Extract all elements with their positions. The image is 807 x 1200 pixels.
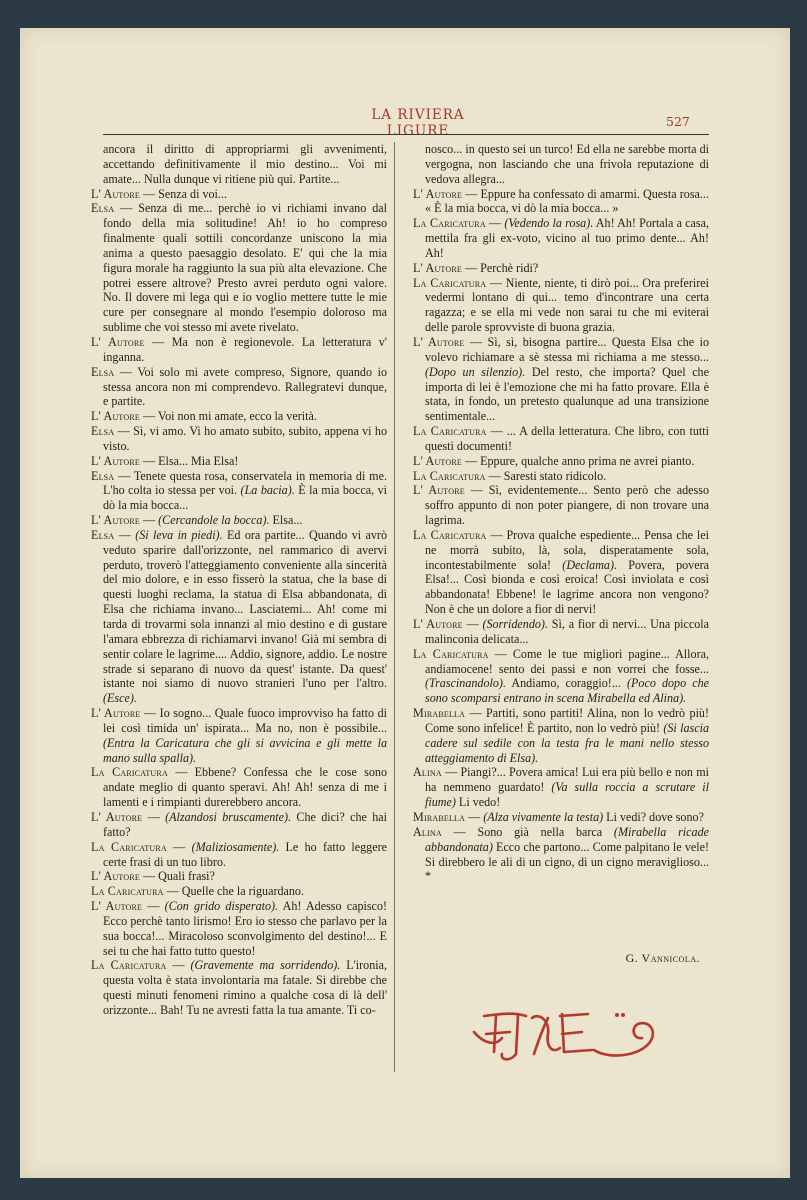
speaker-name: Alina (413, 824, 442, 839)
dialogue-paragraph (413, 469, 709, 484)
dialogue-paragraph (91, 409, 387, 424)
stage-direction: (Maliziosamente). (191, 839, 280, 854)
speaker-name: La Caricatura (413, 527, 487, 542)
speaker-name: La Caricatura (413, 468, 486, 483)
dialogue-text: Sì, a fior di nervi... Una piccola malinconia delicata... (425, 617, 709, 646)
speaker-name: La Caricatura (413, 424, 487, 439)
dialogue-text: Elsa... (269, 513, 303, 528)
dialogue-text: Ah! Ah! Portala a casa, mettila fra gli ex-voto, vicino al tuo primo dente... Ah! Ah! (425, 216, 709, 260)
dialogue-text: Ecco che partono... Come palpitano le vele! Si direbbero le ali di un cigno, di un cigno meraviglioso... * (425, 839, 709, 884)
speaker-name: L' Autore (91, 186, 140, 201)
speaker-name: La Caricatura (91, 765, 168, 780)
speaker-name: La Caricatura (413, 275, 487, 290)
dialogue-paragraph (413, 276, 709, 335)
dialogue-text: — Quali frasi? (139, 869, 215, 884)
text-column-right (413, 142, 709, 982)
dialogue-paragraph (413, 825, 709, 884)
dialogue-paragraph (91, 765, 387, 810)
fine-ornament-logo (470, 1002, 690, 1072)
dialogue-paragraph (91, 884, 387, 899)
speaker-name: L' Autore (413, 186, 463, 201)
speaker-name: L' Autore (413, 617, 463, 631)
dialogue-paragraph (413, 454, 709, 469)
speaker-name: La Caricatura (91, 958, 167, 973)
speaker-name: L' Autore (413, 453, 462, 468)
author-signature: G. Vannicola. (625, 951, 700, 965)
stage-direction: (Poco dopo che sono scomparsi entrano in scena Mirabella ed Alina). (425, 676, 709, 706)
dialogue-text: — (485, 216, 505, 231)
dialogue-text: — ... A della letteratura. Che libro, con tutti questi documenti! (425, 424, 709, 453)
speaker-name: Mirabella (413, 706, 466, 721)
dialogue-paragraph (413, 483, 709, 528)
speaker-name: Elsa (91, 527, 115, 542)
speaker-name: La Caricatura (91, 884, 164, 899)
dialogue-paragraph (413, 617, 709, 647)
dialogue-paragraph (91, 142, 387, 187)
stage-direction: (La bacia). (240, 483, 295, 498)
dialogue-text: Che dici? che hai fatto? (103, 809, 387, 839)
dialogue-paragraph (91, 706, 387, 765)
running-header-title: LA RIVIERA LIGURE (371, 107, 465, 139)
dialogue-text: — Senza di me... perchè io vi richiami invano dal fondo della mia solitudine! Ah! io ho compreso finalmente quali sottili concordanze uniscono la mia anima a questo paesaggio desolato. E' qui che la mia figura morale ha raggiunto la sua più alta elevazione. Che potrei essere altrove? Presto avrei perduto ogni valore. No. Il dovere mi lega qui e io voglio mettere tutte le mie cure per consegnare al mondo l'esempio doloroso ma sublime che voi stesso mi avete rivelato. (103, 201, 387, 335)
dialogue-paragraph (413, 216, 709, 261)
dialogue-paragraph (413, 810, 709, 825)
stage-direction: (Dopo un silenzio). (425, 364, 526, 379)
dialogue-text: Ed ora partite... Quando vi avrò veduto sparire dall'orizzonte, nel rammarico di avervi perduto, troverò l'atteggiamento conveniente alla sincerità del mio dolore, e in esso fisserò la statua, che la base di questi luoghi reclama, la statua di Elsa abbandonata, di Elsa che richiama invano... Lasciatemi... Ah! come mi tarda di trovarmi sola innanzi al mio destino e di gustare l'amara ebbrezza di richiamarvi invano! Già mi sembra di sentir colare le lagrime.... Addio, signore, addio. Le nostre strade si separano di nuovo da quest' istante. Da quest' istante noi siamo di nuovo stranieri l'uno per l'altro. (103, 527, 387, 691)
dialogue-text: — (139, 513, 159, 528)
dialogue-text: — Quelle che la riguardano. (163, 884, 305, 899)
dialogue-text: Li vedi? dove sono? (603, 809, 704, 824)
dialogue-paragraph (413, 187, 709, 217)
dialogue-paragraph (91, 454, 387, 469)
dialogue-text: — Ebbene? Confessa che le cose sono andate meglio di quanto speravi. Ah! Ah! senza di me i lamenti e i rimpianti durerebbero ancora. (103, 765, 387, 810)
stage-direction: (Mirabella ricade abbandonata) (425, 824, 709, 854)
speaker-name: L' Autore (91, 809, 143, 824)
dialogue-text: È la mia bocca, vi dò la mia bocca... (103, 483, 387, 513)
dialogue-text: — Prova qualche espediente... Pensa che lei ne morrà subito, là, sola, disperatamente sola, incontestabilmente sola! (425, 527, 709, 572)
dialogue-text: — Tenete questa rosa, conservatela in memoria di me. L'ho colta io stessa per voi. (103, 468, 387, 498)
stage-direction: (Trascinandolo). (425, 676, 506, 691)
dialogue-paragraph (413, 706, 709, 765)
dialogue-text: — Elsa... Mia Elsa! (139, 453, 239, 468)
dialogue-text: — Voi non mi amate, ecco la verità. (139, 409, 317, 424)
speaker-name: L' Autore (91, 334, 145, 349)
dialogue-text: — (465, 809, 484, 824)
dialogue-text: — (142, 809, 166, 824)
dialogue-text: — Niente, niente, ti dirò poi... Ora preferirei vedermi lontano di qui... temo d'incontrare una certa ragazza; e se ella mi vede non sarai tu che mi eviterai delle parole sprovviste di buona grazia. (425, 275, 709, 335)
dialogue-paragraph (91, 899, 387, 958)
continued-text: nosco... in questo sei un turco! Ed ella ne sarebbe morta di vergogna, non lasciando che una frivola reputazione di vedova allegra... (425, 142, 709, 186)
dialogue-paragraph (91, 958, 387, 1017)
stage-direction: (Esce). (103, 691, 137, 706)
continued-text: ancora il diritto di appropriarmi gli avvenimenti, accettando definitivamente il mio destino... Voi mi amate... Nulla dunque vi ritiene più qui. Partite... (103, 142, 387, 186)
header-rule (103, 134, 709, 135)
dialogue-paragraph (413, 424, 709, 454)
dialogue-paragraph (91, 469, 387, 514)
dialogue-text: — Io sogno... Quale fuoco improvviso ha fatto di lei così timida un' ispirata... Ma no, non è possibile... (103, 706, 387, 735)
dialogue-text: Povera, povera Elsa!... Così bionda e così eroica! Così inviolata e così abbandonata! Ebbene! le lagrime ancora non vengono? Non è che un dolore a fior di nervi! (425, 557, 709, 617)
speaker-name: Elsa (91, 364, 115, 379)
speaker-name: La Caricatura (413, 646, 489, 661)
dialogue-text: Del resto, che importa? Quel che importa di lei è l'emozione che mi ha fatto provare. Ella è stata, in fondo, un pretesto qualunque ad una transizione sentimentale... (425, 364, 709, 424)
speaker-name: L' Autore (91, 899, 143, 914)
speaker-name: Elsa (91, 424, 115, 439)
dialogue-text: — (166, 958, 191, 973)
dialogue-text: — (142, 899, 165, 914)
dialogue-paragraph (91, 365, 387, 410)
stage-direction: (Sorridendo). (482, 617, 548, 631)
dialogue-text: — Sono già nella barca (441, 824, 614, 839)
stage-direction: (Declama). (562, 557, 618, 572)
dialogue-paragraph (91, 513, 387, 528)
speaker-name: L' Autore (413, 483, 465, 498)
dialogue-text: — Senza di voi... (139, 186, 227, 201)
dialogue-text: Andiamo, coraggio!... (505, 676, 627, 691)
dialogue-text: — Piangi?... Povera amica! Lui era più bello e non mi ha nemmeno guardato! (425, 765, 709, 795)
column-rule (394, 142, 395, 1072)
dialogue-paragraph (91, 335, 387, 365)
dialogue-text: — Ma non è regionevole. La letteratura v' inganna. (103, 334, 387, 364)
dialogue-text: — Eppure, qualche anno prima ne avrei pianto. (461, 453, 695, 468)
speaker-name: La Caricatura (91, 839, 167, 854)
dialogue-paragraph (91, 810, 387, 840)
speaker-name: L' Autore (91, 869, 140, 884)
dialogue-text: L'ironia, questa volta è stata involontaria ma fatale. Si direbbe che questi minuti fenomeni rimino a qualche cosa di là dell' orizzonte... Bah! Tu ne avresti fatta la tua amante. Ti co- (103, 958, 387, 1017)
dialogue-text: Ah! Adesso capisco! Ecco perchè tanto lirismo! Ero io stesso che parlavo per la sua bocca!... Miracoloso sconvolgimento del destino!... E sei tu che hai fatto tutto questo! (103, 899, 387, 958)
speaker-name: L' Autore (413, 334, 465, 349)
dialogue-paragraph (91, 187, 387, 202)
dialogue-text: — Voi solo mi avete compreso, Signore, quando io stessa ancora non mi comprendevo. Rallegratevi dunque, e partite. (103, 364, 387, 409)
speaker-name: L' Autore (91, 513, 140, 528)
dialogue-paragraph (413, 142, 709, 187)
dialogue-paragraph (91, 869, 387, 884)
dialogue-text: Le ho fatto leggere certe frasi di un tuo libro. (103, 839, 387, 869)
dialogue-text: — Come le tue migliori pagine... Allora, andiamocene! sento dei passi e non vorrei che fosse... (425, 646, 709, 676)
dialogue-paragraph (91, 528, 387, 706)
stage-direction: (Si leva in piedi). (135, 527, 223, 542)
speaker-name: L' Autore (413, 260, 462, 275)
dialogue-text: — (462, 617, 483, 631)
stage-direction: (Cercandole la bocca). (158, 513, 270, 528)
dialogue-paragraph (91, 201, 387, 335)
dialogue-text: — Sì, sì, bisogna partire... Questa Elsa che io volevo richiamare a sè stessa mi richiama a me stesso... (425, 334, 709, 364)
stage-direction: (Vedendo la rosa). (504, 216, 594, 231)
speaker-name: L' Autore (91, 706, 141, 721)
stage-direction: (Alzandosi bruscamente). (165, 809, 292, 824)
dialogue-text: — Partiti, sono partiti! Alina, non lo vedrò più! Come sono infelice! È partito, non lo vedrò più! (425, 706, 709, 735)
speaker-name: La Caricatura (413, 216, 486, 231)
stage-direction: (Va sulla roccia a scrutare il fiume) (425, 780, 709, 810)
dialogue-text: — (166, 839, 192, 854)
stage-direction: (Gravemente ma sorridendo). (190, 958, 341, 973)
dialogue-paragraph (91, 424, 387, 454)
stage-direction: (Entra la Caricatura che gli si avvicina e gli mette la mano sulla spalla). (103, 735, 387, 765)
speaker-name: Mirabella (413, 809, 466, 824)
stage-direction: (Si lascia cadere sul sedile con la testa fra le mani nello stesso atteggiamento di Elsa). (425, 720, 709, 765)
dialogue-paragraph (413, 528, 709, 617)
dialogue-paragraph (413, 261, 709, 276)
dialogue-text: Li vedo! (455, 795, 501, 810)
speaker-name: Elsa (91, 468, 115, 483)
page-number: 527 (666, 114, 690, 129)
dialogue-paragraph (91, 840, 387, 870)
stage-direction: (Alza vivamente la testa) (483, 809, 604, 824)
speaker-name: Elsa (91, 201, 115, 216)
stage-direction: (Con grido disperato). (164, 899, 279, 914)
speaker-name: L' Autore (91, 409, 140, 424)
dialogue-paragraph (413, 765, 709, 810)
dialogue-text: — Saresti stato ridicolo. (485, 468, 607, 483)
dialogue-text: — (114, 527, 136, 542)
dialogue-paragraph (413, 647, 709, 706)
dialogue-paragraph (413, 335, 709, 424)
speaker-name: L' Autore (91, 453, 140, 468)
dialogue-text: — Eppure ha confessato di amarmi. Questa rosa... « È la mia bocca, vi dò la mia bocca... » (425, 186, 709, 216)
dialogue-text: — Sì, vi amo. Vi ho amato subito, subito, appena vi ho visto. (103, 424, 387, 453)
dialogue-text: — Sì, evidentemente... Sento però che adesso soffro appunto di non poter piangere, di non trovare una lagrima. (425, 483, 709, 528)
text-column-left (91, 142, 387, 1072)
speaker-name: Alina (413, 765, 442, 780)
dialogue-text: — Perchè ridi? (461, 260, 539, 275)
